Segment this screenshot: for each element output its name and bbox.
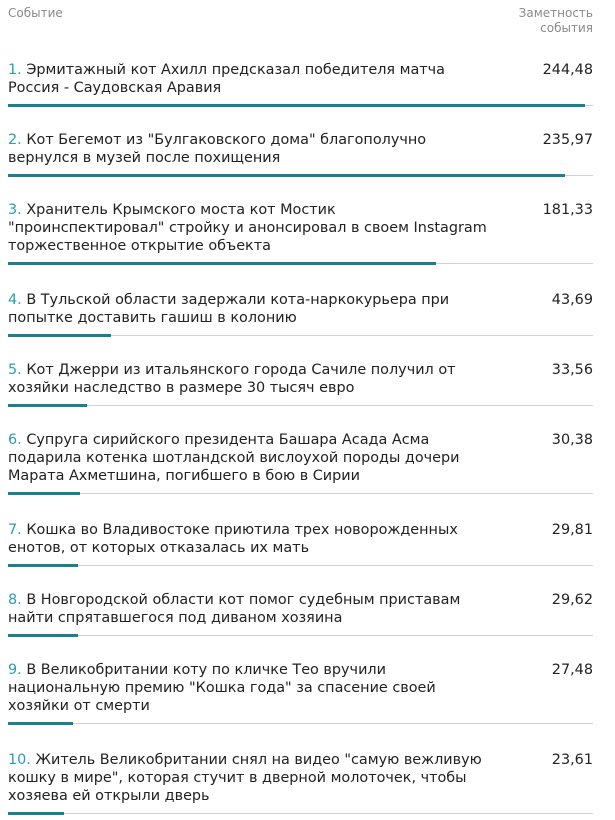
score-bar xyxy=(8,262,436,265)
rank-number: 6. xyxy=(8,432,22,448)
rank-number: 7. xyxy=(8,522,22,538)
score-value: 244,48 xyxy=(542,62,593,78)
event-title xyxy=(8,201,488,255)
event-text: Супруга сирийского президента Башара Асада Асма подарила котенка шотландской вислоухой породы дочери Марата Ахметшина, погибшего в бою в Сирии xyxy=(8,432,460,484)
event-title xyxy=(8,61,488,97)
event-title xyxy=(8,361,488,397)
score-bar xyxy=(8,634,78,637)
event-text: В Новгородской области кот помог судебным приставам найти спрятавшегося под диваном хозяина xyxy=(8,592,461,626)
score-bar xyxy=(8,404,87,407)
score-value: 29,81 xyxy=(551,522,593,538)
bar-track xyxy=(8,493,593,494)
event-title xyxy=(8,591,488,627)
rank-number: 3. xyxy=(8,202,22,218)
score-value: 33,56 xyxy=(551,362,593,378)
score-bar xyxy=(8,334,111,337)
score-value: 235,97 xyxy=(542,132,593,148)
score-bar xyxy=(8,564,78,567)
rank-number: 9. xyxy=(8,662,22,678)
rank-number: 4. xyxy=(8,292,22,308)
event-text: Кошка во Владивостоке приютила трех новорожденных енотов, от которых отказалась их мать xyxy=(8,522,458,556)
rank-number: 1. xyxy=(8,62,22,78)
bar-track xyxy=(8,723,593,724)
rank-number: 2. xyxy=(8,132,22,148)
event-title xyxy=(8,751,488,805)
score-bar xyxy=(8,104,585,107)
event-text: В Великобритании коту по кличке Тео вручили национальную премию "Кошка года" за спасение своей хозяйки от смерти xyxy=(8,662,436,714)
score-value: 30,38 xyxy=(551,432,593,448)
bar-track xyxy=(8,405,593,406)
event-title xyxy=(8,291,488,327)
event-text: Эрмитажный кот Ахилл предсказал победителя матча Россия - Саудовская Аравия xyxy=(8,62,446,96)
score-bar xyxy=(8,722,73,725)
rank-number: 8. xyxy=(8,592,22,608)
event-text: В Тульской области задержали кота-наркокурьера при попытке доставить гашиш в колонию xyxy=(8,292,450,326)
score-value: 181,33 xyxy=(542,202,593,218)
score-value: 43,69 xyxy=(551,292,593,308)
score-bar xyxy=(8,492,80,495)
score-value: 23,61 xyxy=(551,752,593,768)
event-text: Кот Бегемот из "Булгаковского дома" благополучно вернулся в музей после похищения xyxy=(8,132,427,166)
event-title xyxy=(8,131,488,167)
score-value: 29,62 xyxy=(551,592,593,608)
event-column-header: Событие xyxy=(8,6,63,20)
table-header xyxy=(0,0,615,46)
event-title xyxy=(8,661,488,715)
score-value: 27,48 xyxy=(551,662,593,678)
score-bar xyxy=(8,812,64,815)
score-bar xyxy=(8,174,565,177)
score-column-header: Заметность события xyxy=(518,6,593,35)
bar-track xyxy=(8,565,593,566)
bar-track xyxy=(8,635,593,636)
event-text: Хранитель Крымского моста кот Мостик "проинспектировал" стройку и анонсировал в своем Instagram торжественное открытие объекта xyxy=(8,202,487,254)
event-text: Кот Джерри из итальянского города Сачиле получил от хозяйки наследство в размере 30 тысяч евро xyxy=(8,362,456,396)
rank-number: 10. xyxy=(8,752,31,768)
event-text: Житель Великобритании снял на видео "самую вежливую кошку в мире", которая стучит в дверной молоточек, чтобы хозяева ей открыли дверь xyxy=(8,752,482,804)
rank-number: 5. xyxy=(8,362,22,378)
event-title xyxy=(8,521,488,557)
event-title xyxy=(8,431,488,485)
bar-track xyxy=(8,813,593,814)
